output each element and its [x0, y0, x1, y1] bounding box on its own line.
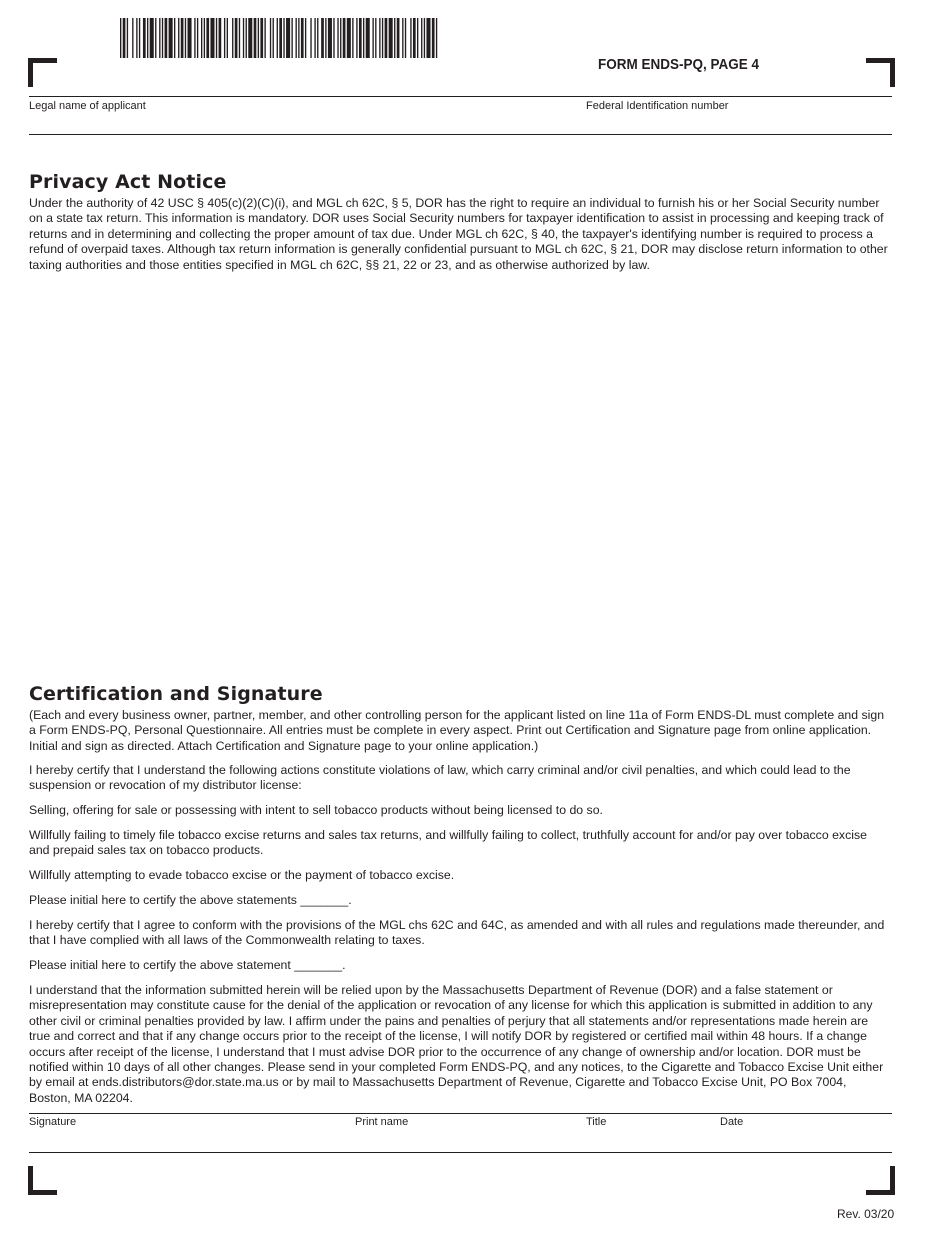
barcode-bar	[219, 18, 222, 58]
barcode-bar	[291, 18, 292, 58]
violation-unlicensed: Selling, offering for sale or possessing with intent to sell tobacco products without being licensed to do so.	[29, 803, 603, 817]
barcode-bar	[405, 18, 406, 58]
barcode-bar	[314, 18, 315, 58]
barcode-bar	[333, 18, 334, 58]
barcode-bar	[185, 18, 186, 58]
barcode-bar	[174, 18, 175, 58]
barcode-bar	[366, 18, 370, 58]
barcode	[120, 18, 440, 58]
barcode-bar	[279, 18, 282, 58]
signature-rule-top	[29, 1113, 892, 1114]
barcode-bar	[310, 18, 311, 58]
print-name-field[interactable]: Print name	[355, 1116, 409, 1128]
barcode-bar	[206, 18, 209, 58]
certify-conform: I hereby certify that I agree to conform with the provisions of the MGL chs 62C and 64C, as amended and with all rules and regulations made thereunder, and that I have complied with all laws of the Commonwealth relating to taxes.	[29, 918, 885, 948]
barcode-bar	[397, 18, 400, 58]
barcode-bar	[260, 18, 263, 58]
barcode-bar	[150, 18, 154, 58]
barcode-bar	[321, 18, 324, 58]
form-title: FORM ENDS-PQ, PAGE 4	[598, 56, 760, 73]
barcode-bar	[169, 18, 173, 58]
barcode-bar	[277, 18, 278, 58]
barcode-bar	[120, 18, 121, 58]
barcode-bar	[127, 18, 128, 58]
barcode-bar	[224, 18, 225, 58]
header-rule-top	[29, 96, 892, 97]
registration-mark-bottom-left	[28, 1166, 57, 1195]
registration-mark-bottom-right	[866, 1166, 895, 1195]
barcode-bar	[389, 18, 393, 58]
date-field[interactable]: Date	[720, 1116, 744, 1128]
barcode-bar	[359, 18, 362, 58]
signature-rule-bottom	[29, 1152, 892, 1153]
barcode-bar	[286, 18, 290, 58]
barcode-bar	[283, 18, 284, 58]
barcode-bar	[232, 18, 233, 58]
violation-failure-to-file: Willfully failing to timely file tobacco excise returns and sales tax returns, and willfully failing to collect, truthfully account for and/or pay over tobacco excise and prepaid sales tax on tobacco products.	[29, 828, 867, 858]
certification-heading: Certification and Signature	[29, 683, 323, 705]
barcode-bar	[197, 18, 198, 58]
barcode-bar	[417, 18, 418, 58]
barcode-bar	[159, 18, 160, 58]
privacy-heading: Privacy Act Notice	[29, 171, 227, 193]
barcode-bar	[301, 18, 304, 58]
barcode-bar	[139, 18, 140, 58]
barcode-bar	[436, 18, 437, 58]
barcode-bar	[413, 18, 416, 58]
barcode-bar	[178, 18, 179, 58]
barcode-bar	[181, 18, 184, 58]
barcode-bar	[385, 18, 388, 58]
barcode-bar	[352, 18, 353, 58]
barcode-bar	[410, 18, 411, 58]
understanding-statement: I understand that the information submitted herein will be relied upon by the Massachusetts Department of Revenue (DOR) and a false statement or misrepresentation may constitute cause for the denial of the application or revocation of any license for which this application is submitted in addition to any other civil or criminal penalties provided by law. I affirm under the pains and penalties of perjury that all statements and/or representations made herein are true and correct and that if any change occurs prior to the receipt of the license, I will notify DOR by registered or certified mail within 48 hours. If a change occurs after receipt of the license, I understand that I must advise DOR prior to the occurrence of any change of ownership and/or location. DOR must be notified within 10 days of all other changes. Please send in your completed Form ENDS-PQ, and any notices, to the Cigarette and Tobacco Excise Unit either by email at ends.distributors@dor.state.ma.us or by mail to Massachusetts Department of Revenue, Cigarette and Tobacco Excise Unit, PO Box 7004, Boston, MA 02204.	[29, 983, 884, 1105]
signature-field[interactable]: Signature	[29, 1116, 77, 1128]
barcode-bar	[375, 18, 376, 58]
barcode-bar	[394, 18, 395, 58]
barcode-bar	[147, 18, 148, 58]
barcode-bar	[402, 18, 403, 58]
barcode-bar	[356, 18, 357, 58]
barcode-bar	[372, 18, 373, 58]
certify-violations: I hereby certify that I understand the following actions constitute violations of law, which carry criminal and/or civil penalties, and which could lead to the suspension or revocation of my distributor license:	[29, 763, 851, 793]
barcode-bar	[305, 18, 306, 58]
barcode-bar	[210, 18, 214, 58]
barcode-bar	[421, 18, 422, 58]
barcode-bar	[123, 18, 126, 58]
violation-evasion: Willfully attempting to evade tobacco excise or the payment of tobacco excise.	[29, 868, 455, 882]
barcode-bar	[246, 18, 247, 58]
barcode-bar	[204, 18, 205, 58]
barcode-bar	[248, 18, 252, 58]
barcode-bar	[165, 18, 168, 58]
barcode-bar	[136, 18, 137, 58]
barcode-bar	[258, 18, 259, 58]
barcode-bar	[317, 18, 318, 58]
privacy-body: Under the authority of 42 USC § 405(c)(2)(C)(i), and MGL ch 62C, § 5, DOR has the right to require an individual to furnish his or her Social Security number on a state tax return. This information is mandatory. DOR uses Social Security numbers for taxpayer identification to assist in processing and keeping track of returns and in determining and collecting the proper amount of tax due. Under MGL ch 62C, § 40, the taxpayer's identifying number is required to process a refund of overpaid taxes. Although tax return information is generally confidential pursuant to MGL ch 62C, § 21, DOR may disclose return information to other taxing authorities and those entities specified in MGL ch 62C, §§ 21, 22 or 23, and as otherwise authorized by law.	[29, 196, 888, 272]
barcode-bar	[227, 18, 228, 58]
barcode-bar	[426, 18, 430, 58]
barcode-bar	[432, 18, 435, 58]
barcode-bar	[325, 18, 326, 58]
barcode-bar	[340, 18, 341, 58]
barcode-bar	[264, 18, 265, 58]
registration-mark-top-right	[866, 58, 895, 87]
barcode-bar	[270, 18, 271, 58]
barcode-bar	[379, 18, 380, 58]
barcode-bar	[343, 18, 346, 58]
barcode-bar	[155, 18, 156, 58]
initial-line-statement[interactable]: Please initial here to certify the above statement _______.	[29, 958, 346, 972]
barcode-bar	[194, 18, 195, 58]
barcode-bar	[216, 18, 217, 58]
title-field[interactable]: Title	[586, 1116, 607, 1128]
certification-intro: (Each and every business owner, partner, member, and other controlling person for the applicant listed on line 11a of Form ENDS-DL must complete and sign a Form ENDS-PQ, Personal Questionnaire. All entries must be complete in every aspect. Print out Certification and Signature page from online application. Initial and sign as directed. Attach Certification and Signature page to your online application.)	[29, 708, 885, 753]
barcode-bar	[132, 18, 133, 58]
barcode-bar	[328, 18, 332, 58]
barcode-bar	[337, 18, 338, 58]
barcode-bar	[162, 18, 163, 58]
barcode-bar	[363, 18, 364, 58]
revision-label: Rev. 03/20	[837, 1207, 895, 1221]
barcode-bar	[239, 18, 240, 58]
barcode-bar	[298, 18, 299, 58]
barcode-bar	[347, 18, 351, 58]
barcode-bar	[188, 18, 192, 58]
barcode-bar	[235, 18, 238, 58]
barcode-bar	[382, 18, 383, 58]
barcode-bar	[424, 18, 425, 58]
barcode-bar	[254, 18, 257, 58]
barcode-bar	[243, 18, 244, 58]
federal-id-label: Federal Identification number	[586, 100, 729, 112]
barcode-bar	[273, 18, 274, 58]
initial-line-statements[interactable]: Please initial here to certify the above statements _______.	[29, 893, 352, 907]
legal-name-label: Legal name of applicant	[29, 100, 146, 112]
registration-mark-top-left	[28, 58, 57, 87]
header-rule-bottom	[29, 134, 892, 135]
barcode-bar	[296, 18, 297, 58]
barcode-bar	[201, 18, 202, 58]
barcode-bar	[143, 18, 146, 58]
